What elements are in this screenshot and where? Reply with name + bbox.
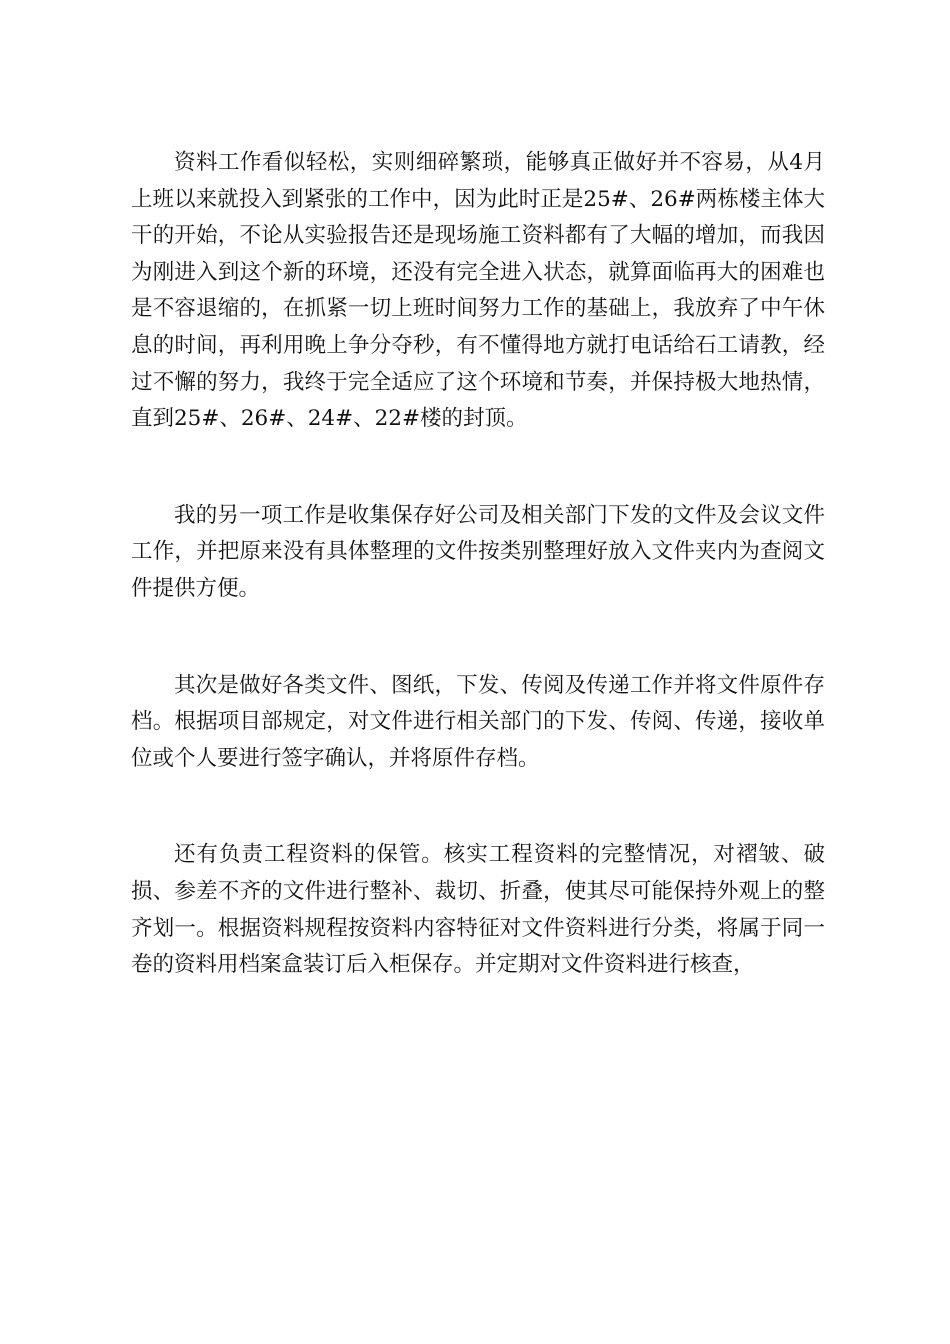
paragraph-file-collection: 我的另一项工作是收集保存好公司及相关部门下发的文件及会议文件工作，并把原来没有具体整理的文件按类别整理好放入文件夹内为查阅文件提供方便。 (131, 502, 825, 601)
paragraph-data-work: 资料工作看似轻松，实则细碎繁琐，能够真正做好并不容易，从4月上班以来就投入到紧张的工作中，因为此时正是25#、26#两栋楼主体大干的开始，不论从实验报告还是现场施工资料都有了大幅的增加，而我因为刚进入到这个新的环境，还没有完全进入状态，就算面临再大的困难也是不容退缩的，在抓紧一切上班时间努力工作的基础上，我放弃了中午休息的时间，再利用晚上争分夺秒，有不懂得地方就打电话给石工请教，经过不懈的努力，我终于完全适应了这个环境和节奏，并保持极大地热情，直到25#、26#、24#、22#楼的封顶。 (131, 150, 825, 432)
paragraph-file-storage: 还有负责工程资料的保管。核实工程资料的完整情况，对褶皱、破损、参差不齐的文件进行整补、裁切、折叠，使其尽可能保持外观上的整齐划一。根据资料规程按资料内容特征对文件资料进行分类，将属于同一卷的资料用档案盒装订后入柜保存。并定期对文件资料进行核查， (131, 842, 825, 978)
paragraph-file-distribution: 其次是做好各类文件、图纸，下发、传阅及传递工作并将文件原件存档。根据项目部规定，对文件进行相关部门的下发、传阅、传递，接收单位或个人要进行签字确认，并将原件存档。 (131, 672, 825, 771)
document-body (131, 145, 825, 984)
